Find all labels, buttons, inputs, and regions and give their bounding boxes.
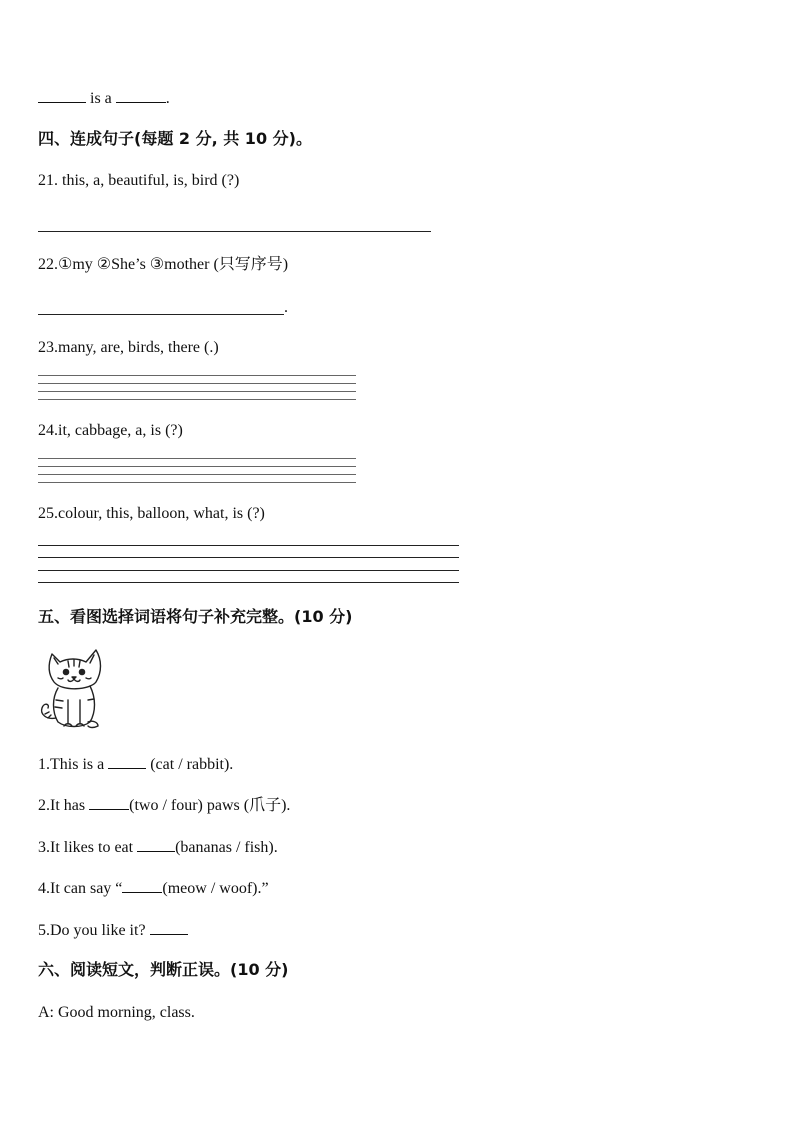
top-line-period: . bbox=[165, 90, 170, 107]
question-25: 25.colour, this, balloon, what, is (?) bbox=[38, 505, 265, 522]
answer-blank[interactable] bbox=[137, 837, 175, 852]
question-5-5 bbox=[38, 920, 188, 941]
q4-prefix: 4.It can say “ bbox=[38, 880, 123, 897]
q2-prefix: 2.It has bbox=[38, 797, 86, 814]
question-5-4 bbox=[38, 878, 269, 899]
answer-line-22[interactable] bbox=[38, 314, 284, 315]
answer-blank[interactable] bbox=[150, 920, 188, 935]
question-5-3 bbox=[38, 837, 278, 858]
question-22: 22.①my ②She’s ③mother (只写序号) bbox=[38, 256, 289, 273]
dialogue-line-1: A: Good morning, class. bbox=[38, 1004, 195, 1021]
q3-suffix: (bananas / fish). bbox=[175, 839, 278, 856]
q4-suffix: (meow / woof).” bbox=[162, 880, 269, 897]
q3-prefix: 3.It likes to eat bbox=[38, 839, 134, 856]
answer-line-21[interactable] bbox=[38, 231, 431, 232]
section5-heading: 五、看图选择词语将句子补充完整。(10 分) bbox=[38, 607, 353, 626]
top-fill-line bbox=[38, 88, 170, 109]
question-21: 21. this, a, beautiful, is, bird (?) bbox=[38, 172, 240, 189]
cat-picture bbox=[36, 644, 110, 734]
q1-suffix: (cat / rabbit). bbox=[150, 756, 234, 773]
q1-prefix: 1.This is a bbox=[38, 756, 105, 773]
question-5-1 bbox=[38, 754, 233, 775]
answer-blank[interactable] bbox=[116, 88, 166, 103]
q2-suffix: (two / four) paws (爪子). bbox=[129, 797, 291, 814]
top-line-text: is a bbox=[90, 90, 112, 107]
answer-blank[interactable] bbox=[38, 88, 86, 103]
question-24: 24.it, cabbage, a, is (?) bbox=[38, 422, 183, 439]
answer-line-22-period: . bbox=[284, 299, 288, 316]
question-23: 23.many, are, birds, there (.) bbox=[38, 339, 219, 356]
section6-heading: 六、阅读短文，判断正误。(10 分) bbox=[38, 960, 289, 979]
answer-blank[interactable] bbox=[89, 795, 129, 810]
answer-blank[interactable] bbox=[122, 878, 162, 893]
question-5-2 bbox=[38, 795, 290, 816]
section4-heading: 四、连成句子(每题 2 分, 共 10 分)。 bbox=[38, 129, 312, 148]
answer-blank[interactable] bbox=[108, 754, 146, 769]
q5-prefix: 5.Do you like it? bbox=[38, 922, 146, 939]
